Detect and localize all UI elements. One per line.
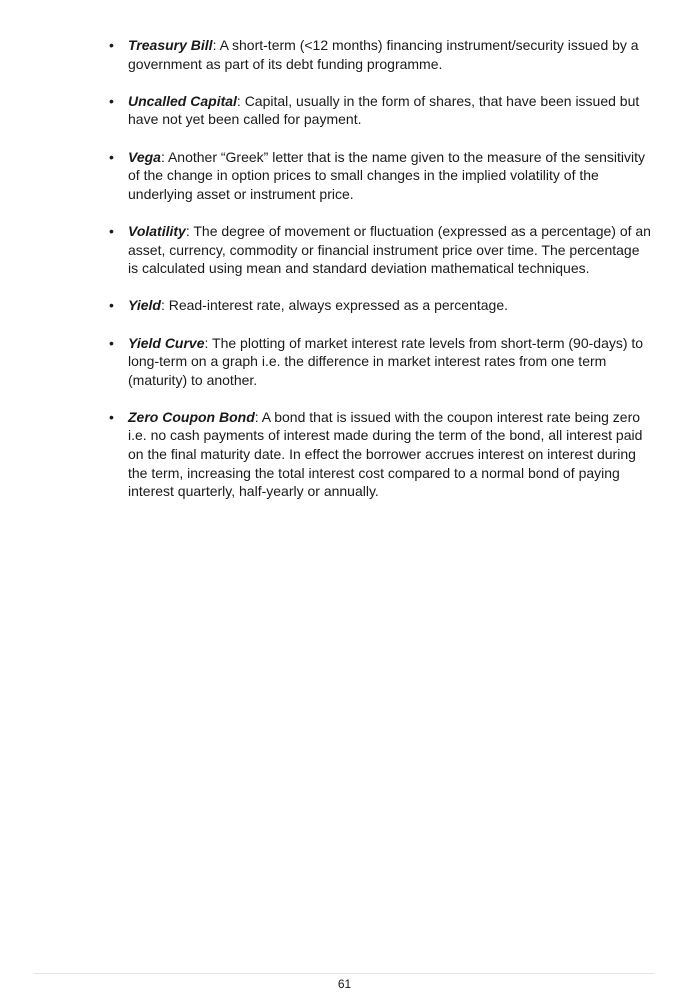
glossary-definition: : The degree of movement or fluctuation (expressed as a percentage) of an asset, currency, commodity or financial instrument price over time. The percentage is calculated using mean and standard deviation mathematical techniques. bbox=[128, 222, 651, 277]
bullet-icon: • bbox=[109, 37, 114, 53]
glossary-list bbox=[0, 36, 689, 519]
glossary-entry-vega bbox=[0, 148, 689, 204]
glossary-definition: : Read-interest rate, always expressed as a percentage. bbox=[160, 297, 509, 314]
page-number: 61 bbox=[337, 977, 352, 991]
glossary-entry-uncalled-capital bbox=[0, 92, 689, 129]
glossary-term: Volatility bbox=[128, 222, 186, 239]
glossary-term: Yield Curve bbox=[128, 334, 205, 351]
bullet-icon: • bbox=[109, 222, 114, 239]
bullet-icon: • bbox=[109, 408, 114, 425]
glossary-definition: : The plotting of market interest rate levels from short-term (90-days) to long-term on a graph i.e. the difference in market interest rates from one term (maturity) to another. bbox=[128, 334, 644, 388]
glossary-definition: : A short-term (<12 months) financing instrument/security issued by a government as part of its debt funding programme. bbox=[128, 37, 639, 72]
glossary-term: Uncalled Capital bbox=[128, 92, 237, 109]
bullet-icon: • bbox=[109, 297, 114, 314]
glossary-entry-yield bbox=[0, 296, 689, 315]
glossary-entry-zero-coupon-bond bbox=[0, 408, 689, 501]
glossary-entry-volatility bbox=[0, 222, 689, 278]
glossary-definition: : A bond that is issued with the coupon interest rate being zero i.e. no cash payments of interest made during the term of the bond, all interest paid on the final maturity date. In effect the borrower accrues interest on interest during the term, increasing the total interest cost compared to a normal bond of paying interest quarterly, half-yearly or annually. bbox=[128, 408, 643, 500]
glossary-term: Zero Coupon Bond bbox=[128, 408, 255, 425]
bullet-icon: • bbox=[109, 334, 114, 351]
glossary-term: Treasury Bill bbox=[128, 37, 213, 53]
glossary-term: Yield bbox=[128, 297, 161, 314]
glossary-term: Vega bbox=[128, 148, 161, 165]
glossary-entry-yield-curve bbox=[0, 334, 689, 390]
glossary-entry-treasury-bill bbox=[0, 36, 689, 73]
glossary-definition: : Capital, usually in the form of shares, that have been issued but have not yet been called for payment. bbox=[128, 92, 640, 128]
footer-divider bbox=[34, 973, 654, 974]
glossary-definition: : Another “Greek” letter that is the name given to the measure of the sensitivity of the change in option prices to small changes in the implied volatility of the underlying asset or instrument price. bbox=[128, 148, 645, 202]
bullet-icon: • bbox=[109, 148, 114, 165]
bullet-icon: • bbox=[109, 92, 114, 109]
